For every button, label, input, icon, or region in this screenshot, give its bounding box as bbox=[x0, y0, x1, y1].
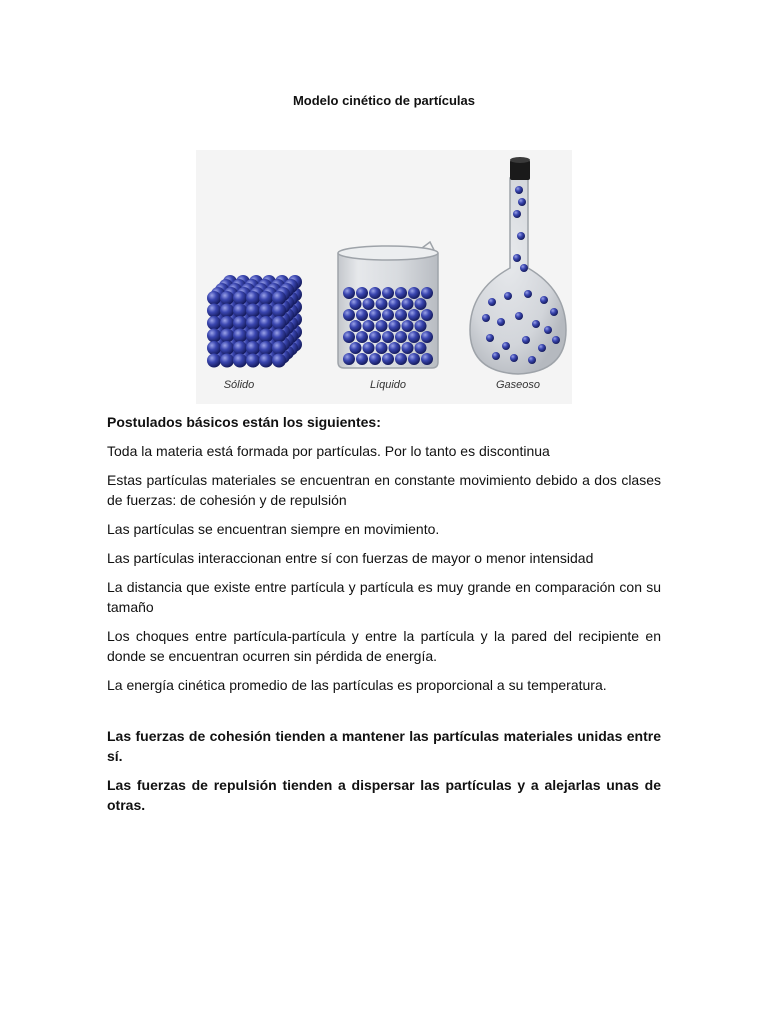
gas-particle bbox=[515, 186, 523, 194]
solid-particle bbox=[233, 354, 247, 368]
liquid-particle bbox=[382, 331, 394, 343]
solid-particle bbox=[272, 354, 286, 368]
liquid-particle bbox=[350, 342, 362, 354]
gas-particle bbox=[550, 308, 558, 316]
gas-particle bbox=[518, 198, 526, 206]
solid-particle bbox=[220, 329, 234, 343]
gas-particle bbox=[502, 342, 510, 350]
states-of-matter-illustration bbox=[196, 150, 572, 404]
solid-particle bbox=[259, 304, 273, 318]
liquid-particle bbox=[356, 287, 368, 299]
liquid-particle bbox=[395, 309, 407, 321]
postulate-2: Estas partículas materiales se encuentran en constante movimiento debido a dos clases de fuerzas: de cohesión y de repulsión bbox=[107, 472, 661, 508]
solid-particle bbox=[233, 329, 247, 343]
liquid-particle bbox=[369, 353, 381, 365]
solid-particle bbox=[259, 354, 273, 368]
liquid-particle bbox=[376, 342, 388, 354]
liquid-particle bbox=[376, 298, 388, 310]
liquid-particle bbox=[343, 353, 355, 365]
liquid-particle bbox=[343, 287, 355, 299]
gas-particle bbox=[544, 326, 552, 334]
liquid-particle bbox=[408, 331, 420, 343]
gas-particle bbox=[538, 344, 546, 352]
gas-particle bbox=[522, 336, 530, 344]
liquid-particle bbox=[343, 309, 355, 321]
liquid-particle bbox=[395, 287, 407, 299]
solid-particle bbox=[272, 341, 286, 355]
liquid-particle bbox=[389, 298, 401, 310]
liquid-particle bbox=[363, 342, 375, 354]
postulate-7: La energía cinética promedio de las partículas es proporcional a su temperatura. bbox=[107, 677, 607, 693]
gas-particle bbox=[492, 352, 500, 360]
liquid-particle bbox=[395, 331, 407, 343]
solid-particle bbox=[233, 316, 247, 330]
postulates-heading: Postulados básicos están los siguientes: bbox=[107, 414, 381, 430]
liquid-particle bbox=[363, 298, 375, 310]
liquid-particle bbox=[369, 309, 381, 321]
gas-particle bbox=[520, 264, 528, 272]
liquid-particle bbox=[415, 342, 427, 354]
solid-particle bbox=[220, 341, 234, 355]
solid-particle bbox=[207, 341, 221, 355]
gas-particle bbox=[540, 296, 548, 304]
postulate-4: Las partículas interaccionan entre sí con fuerzas de mayor o menor intensidad bbox=[107, 550, 594, 566]
gas-particle bbox=[497, 318, 505, 326]
postulate-1: Toda la materia está formada por partículas. Por lo tanto es discontinua bbox=[107, 443, 550, 459]
gas-particle bbox=[513, 254, 521, 262]
postulate-5: La distancia que existe entre partícula y partícula es muy grande en comparación con su tamaño bbox=[107, 579, 661, 615]
solid-particle bbox=[246, 291, 260, 305]
page-title: Modelo cinético de partículas bbox=[292, 93, 476, 108]
liquid-particle bbox=[382, 353, 394, 365]
liquid-particle bbox=[421, 353, 433, 365]
gas-particle bbox=[513, 210, 521, 218]
gas-particle bbox=[515, 312, 523, 320]
liquid-particle bbox=[402, 342, 414, 354]
liquid-particle bbox=[421, 287, 433, 299]
liquid-particle bbox=[389, 342, 401, 354]
solid-particle bbox=[246, 329, 260, 343]
liquid-particle bbox=[421, 309, 433, 321]
solid-particle bbox=[207, 316, 221, 330]
solid-particle bbox=[233, 291, 247, 305]
gas-particle bbox=[532, 320, 540, 328]
solid-particle bbox=[246, 354, 260, 368]
repulsion-forces-statement: Las fuerzas de repulsión tienden a dispersar las partículas y a alejarlas unas de otras. bbox=[107, 777, 661, 813]
gas-particle bbox=[552, 336, 560, 344]
liquid-particle bbox=[402, 320, 414, 332]
liquid-particle bbox=[421, 331, 433, 343]
label-liquid: Líquido bbox=[369, 379, 407, 391]
gas-particle bbox=[517, 232, 525, 240]
solid-particle bbox=[220, 304, 234, 318]
solid-particle bbox=[259, 329, 273, 343]
document-body bbox=[107, 412, 661, 824]
liquid-particle bbox=[356, 331, 368, 343]
solid-particle bbox=[246, 316, 260, 330]
solid-particle bbox=[246, 304, 260, 318]
solid-particle bbox=[233, 341, 247, 355]
solid-particle bbox=[272, 291, 286, 305]
label-solid: Sólido bbox=[223, 379, 255, 391]
liquid-particle bbox=[408, 309, 420, 321]
solid-particle bbox=[220, 316, 234, 330]
liquid-particle bbox=[356, 309, 368, 321]
solid-particle bbox=[259, 291, 273, 305]
liquid-particle bbox=[389, 320, 401, 332]
solid-particle bbox=[272, 329, 286, 343]
liquid-particle bbox=[350, 298, 362, 310]
solid-particle bbox=[207, 291, 221, 305]
solid-particle bbox=[259, 316, 273, 330]
gas-particle bbox=[486, 334, 494, 342]
liquid-beaker bbox=[338, 242, 438, 368]
liquid-particle bbox=[356, 353, 368, 365]
liquid-particle bbox=[408, 287, 420, 299]
postulate-3: Las partículas se encuentran siempre en movimiento. bbox=[107, 521, 440, 537]
gas-particle bbox=[488, 298, 496, 306]
solid-particle-cube bbox=[207, 275, 302, 368]
gas-particle bbox=[528, 356, 536, 364]
liquid-particle bbox=[415, 298, 427, 310]
liquid-particle bbox=[363, 320, 375, 332]
liquid-particle bbox=[369, 331, 381, 343]
solid-particle bbox=[207, 354, 221, 368]
postulate-6: Los choques entre partícula-partícula y entre la partícula y la pared del recipiente en donde se encuentran ocurren sin pérdida de energía. bbox=[107, 628, 661, 664]
liquid-particle bbox=[369, 287, 381, 299]
cohesion-forces-statement: Las fuerzas de cohesión tienden a mantener las partículas materiales unidas entre sí. bbox=[107, 728, 661, 764]
solid-particle bbox=[220, 354, 234, 368]
liquid-particle bbox=[382, 309, 394, 321]
liquid-particle bbox=[343, 331, 355, 343]
solid-particle bbox=[272, 316, 286, 330]
label-gas: Gaseoso bbox=[495, 379, 541, 391]
gas-particle bbox=[524, 290, 532, 298]
liquid-particle bbox=[376, 320, 388, 332]
solid-particle bbox=[246, 341, 260, 355]
liquid-particle bbox=[395, 353, 407, 365]
gas-particle bbox=[504, 292, 512, 300]
liquid-particle bbox=[402, 298, 414, 310]
liquid-particle bbox=[350, 320, 362, 332]
gas-particle bbox=[510, 354, 518, 362]
liquid-particle bbox=[408, 353, 420, 365]
solid-particle bbox=[272, 304, 286, 318]
solid-particle bbox=[233, 304, 247, 318]
gas-flask bbox=[470, 157, 566, 374]
liquid-particle bbox=[382, 287, 394, 299]
solid-particle bbox=[259, 341, 273, 355]
gas-particle bbox=[482, 314, 490, 322]
solid-particle bbox=[220, 291, 234, 305]
solid-particle bbox=[207, 304, 221, 318]
liquid-particle bbox=[415, 320, 427, 332]
solid-particle bbox=[207, 329, 221, 343]
